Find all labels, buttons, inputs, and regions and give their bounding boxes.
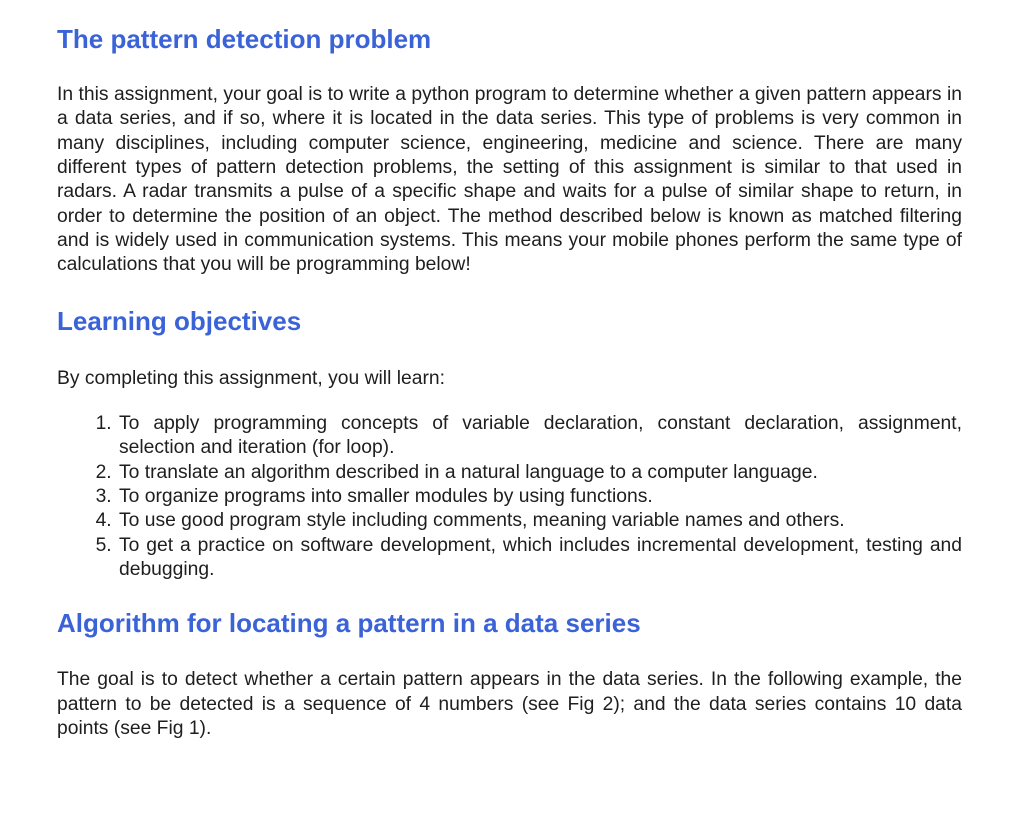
objective-item: 4. To use good program style including comments, meaning variable names and others. — [117, 509, 962, 533]
objective-item: 1. To apply programming concepts of variable declaration, constant declaration, assignment, selection and iteration (for loop). — [117, 412, 962, 461]
algorithm-paragraph: The goal is to detect whether a certain pattern appears in the data series. In the following example, the pattern to be detected is a sequence of 4 numbers (see Fig 2); and the data series contains 10 data points (see Fig 1). — [57, 669, 962, 739]
objective-item: 2. To translate an algorithm described in a natural language to a computer language. — [117, 461, 962, 485]
section-heading-algorithm: Algorithm for locating a pattern in a data series — [57, 608, 641, 639]
objectives-intro-paragraph: By completing this assignment, you will learn: — [57, 367, 445, 389]
objective-item: 5. To get a practice on software development, which includes incremental development, testing and debugging. — [117, 534, 962, 583]
objectives-list — [57, 412, 962, 582]
objective-item: 3. To organize programs into smaller modules by using functions. — [117, 485, 962, 509]
intro-paragraph: In this assignment, your goal is to write a python program to determine whether a given pattern appears in a data series, and if so, where it is located in the data series. This type of problems is very common in many disciplines, including computer science, engineering, medicine and science. There are many different types of pattern detection problems, the setting of this assignment is similar to that used in radars. A radar transmits a pulse of a specific shape and waits for a pulse of similar shape to return, in order to determine the position of an object. The method described below is known as matched filtering and is widely used in communication systems. This means your mobile phones perform the same type of calculations that you will be programming below! — [57, 84, 962, 276]
section-heading-learning-objectives: Learning objectives — [57, 305, 302, 336]
section-heading-pattern-detection: The pattern detection problem — [57, 24, 432, 54]
